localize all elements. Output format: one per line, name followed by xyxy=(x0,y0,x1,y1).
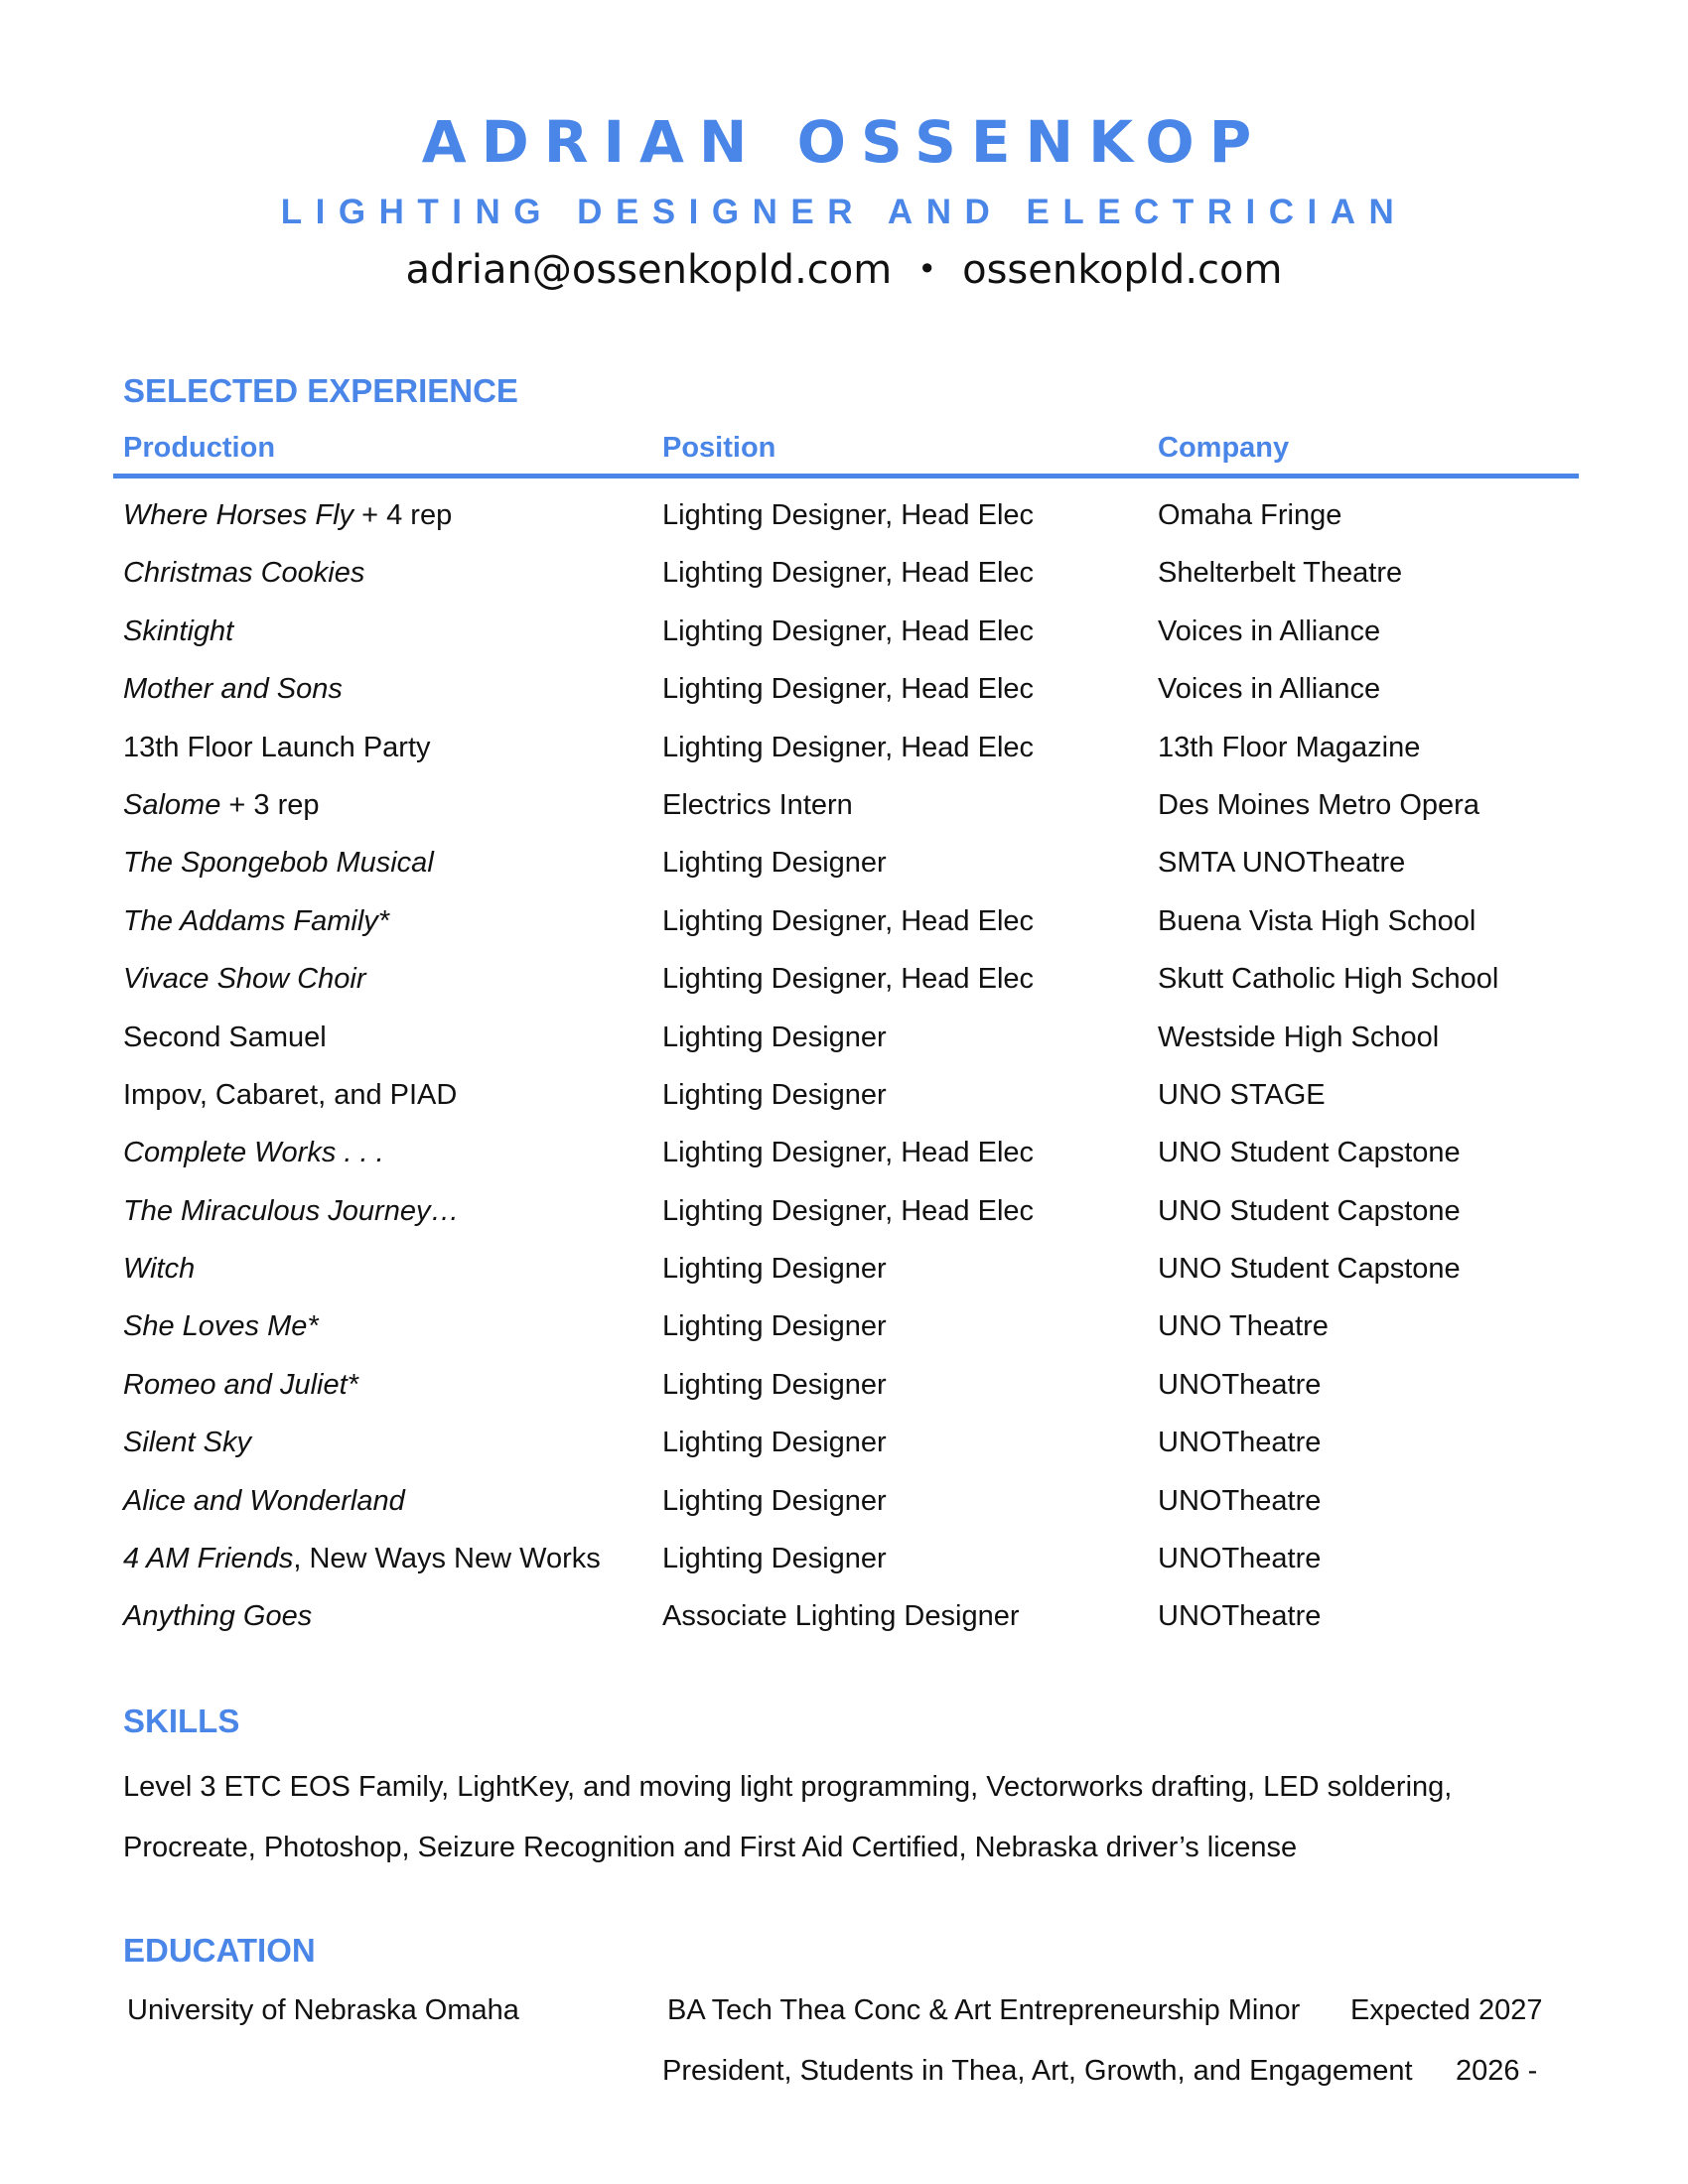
production-title: Skintight xyxy=(123,614,234,647)
company-cell: UNO Student Capstone xyxy=(1158,1194,1461,1227)
company-cell: Buena Vista High School xyxy=(1158,904,1477,937)
company-cell: UNO Theatre xyxy=(1158,1310,1329,1343)
production-title: Complete Works . . . xyxy=(123,1137,384,1169)
company-cell: UNO Student Capstone xyxy=(1158,1137,1461,1169)
production-suffix: + 4 rep xyxy=(353,499,453,531)
table-row xyxy=(0,1240,1688,1297)
company-cell: Voices in Alliance xyxy=(1158,614,1381,647)
email-link[interactable]: adrian@ossenkopld.com xyxy=(405,247,893,293)
position-cell: Lighting Designer xyxy=(662,1078,887,1111)
position-cell: Lighting Designer, Head Elec xyxy=(662,1137,1035,1169)
production-cell xyxy=(123,1066,457,1124)
production-title: Romeo and Juliet* xyxy=(123,1368,358,1401)
table-row xyxy=(0,776,1688,834)
production-title: Alice and Wonderland xyxy=(123,1484,405,1517)
position-cell: Lighting Designer xyxy=(662,1310,887,1343)
education-role: President, Students in Thea, Art, Growth, and Engagement xyxy=(662,2055,1413,2087)
contact-line xyxy=(0,244,1688,298)
production-cell xyxy=(123,1124,384,1181)
column-header-position: Position xyxy=(662,432,776,464)
production-title: Anything Goes xyxy=(123,1600,313,1633)
table-row xyxy=(0,1009,1688,1066)
production-cell xyxy=(123,1587,312,1645)
table-row xyxy=(0,1530,1688,1587)
production-suffix: Impov, Cabaret, and PIAD xyxy=(123,1078,458,1111)
table-row xyxy=(0,1414,1688,1471)
production-cell xyxy=(123,1297,319,1355)
production-cell xyxy=(123,892,389,950)
production-title: The Spongebob Musical xyxy=(123,847,434,880)
production-cell xyxy=(123,1182,459,1240)
company-cell: Westside High School xyxy=(1158,1021,1440,1053)
table-row xyxy=(0,719,1688,776)
contact-separator: • xyxy=(917,250,937,288)
production-cell xyxy=(123,603,233,660)
production-title: Christmas Cookies xyxy=(123,557,365,590)
table-row xyxy=(0,1182,1688,1240)
table-row xyxy=(0,660,1688,718)
production-suffix: , New Ways New Works xyxy=(293,1543,601,1575)
production-cell xyxy=(123,1530,601,1587)
position-cell: Lighting Designer, Head Elec xyxy=(662,673,1035,706)
company-cell: Des Moines Metro Opera xyxy=(1158,788,1479,821)
position-cell: Associate Lighting Designer xyxy=(662,1600,1020,1633)
position-cell: Lighting Designer xyxy=(662,1253,887,1286)
company-cell: UNOTheatre xyxy=(1158,1484,1322,1517)
position-cell: Lighting Designer xyxy=(662,1484,887,1517)
website-link[interactable]: ossenkopld.com xyxy=(962,247,1283,293)
production-suffix: Second Samuel xyxy=(123,1021,327,1053)
position-cell: Lighting Designer xyxy=(662,847,887,880)
table-row xyxy=(0,544,1688,602)
production-cell xyxy=(123,950,365,1008)
table-row xyxy=(0,892,1688,950)
table-row xyxy=(0,1356,1688,1414)
position-cell: Lighting Designer, Head Elec xyxy=(662,499,1035,531)
header-divider xyxy=(113,474,1579,478)
position-cell: Lighting Designer, Head Elec xyxy=(662,614,1035,647)
production-cell xyxy=(123,719,431,776)
production-title: Witch xyxy=(123,1253,196,1286)
company-cell: UNOTheatre xyxy=(1158,1368,1322,1401)
position-cell: Lighting Designer xyxy=(662,1427,887,1459)
company-cell: SMTA UNOTheatre xyxy=(1158,847,1406,880)
production-suffix: + 3 rep xyxy=(220,788,320,821)
production-cell xyxy=(123,776,319,834)
company-cell: UNOTheatre xyxy=(1158,1427,1322,1459)
position-cell: Lighting Designer, Head Elec xyxy=(662,1194,1035,1227)
company-cell: UNOTheatre xyxy=(1158,1543,1322,1575)
table-row xyxy=(0,1587,1688,1645)
position-cell: Lighting Designer, Head Elec xyxy=(662,557,1035,590)
position-cell: Lighting Designer xyxy=(662,1368,887,1401)
table-row xyxy=(0,1066,1688,1124)
production-title: Where Horses Fly xyxy=(123,499,354,531)
company-cell: Voices in Alliance xyxy=(1158,673,1381,706)
production-title: 4 AM Friends xyxy=(123,1543,294,1575)
skills-text: Level 3 ETC EOS Family, LightKey, and moving light programming, Vectorworks drafting, LED soldering, Procreate, Photoshop, Seizure Recognition and First Aid Certified, Nebraska driver’s license xyxy=(123,1771,1453,1863)
production-title: Silent Sky xyxy=(123,1427,251,1459)
production-cell xyxy=(123,1356,358,1414)
position-cell: Lighting Designer xyxy=(662,1021,887,1053)
production-title: The Miraculous Journey… xyxy=(123,1194,460,1227)
skills-section-title: SKILLS xyxy=(123,1703,240,1739)
education-role-year: 2026 - xyxy=(1456,2055,1538,2087)
production-title: The Addams Family* xyxy=(123,904,390,937)
table-row xyxy=(0,834,1688,891)
company-cell: Skutt Catholic High School xyxy=(1158,963,1499,996)
production-title: She Loves Me* xyxy=(123,1310,319,1343)
education-section-title: EDUCATION xyxy=(123,1932,316,1969)
table-row xyxy=(0,950,1688,1008)
table-row xyxy=(0,486,1688,544)
production-cell xyxy=(123,1472,405,1530)
education-expected: Expected 2027 xyxy=(1350,1994,1543,2026)
production-cell xyxy=(123,544,364,602)
position-cell: Lighting Designer, Head Elec xyxy=(662,963,1035,996)
table-row xyxy=(0,1472,1688,1530)
company-cell: UNO Student Capstone xyxy=(1158,1253,1461,1286)
production-cell xyxy=(123,486,452,544)
experience-table xyxy=(0,486,1688,1646)
position-cell: Lighting Designer, Head Elec xyxy=(662,731,1035,763)
column-header-production: Production xyxy=(123,432,276,464)
production-title: Vivace Show Choir xyxy=(123,963,366,996)
education-degree: BA Tech Thea Conc & Art Entrepreneurship Minor xyxy=(667,1994,1301,2026)
production-cell xyxy=(123,1414,251,1471)
company-cell: UNO STAGE xyxy=(1158,1078,1326,1111)
production-cell xyxy=(123,660,343,718)
resume-job-title: LIGHTING DESIGNER AND ELECTRICIAN xyxy=(280,193,1408,231)
production-title: Mother and Sons xyxy=(123,673,343,706)
production-cell xyxy=(123,1240,195,1297)
company-cell: Omaha Fringe xyxy=(1158,499,1342,531)
position-cell: Lighting Designer, Head Elec xyxy=(662,904,1035,937)
position-cell: Lighting Designer xyxy=(662,1543,887,1575)
company-cell: UNOTheatre xyxy=(1158,1600,1322,1633)
experience-section-title: SELECTED EXPERIENCE xyxy=(123,372,518,409)
production-title: Salome xyxy=(123,788,221,821)
production-cell xyxy=(123,1009,327,1066)
table-row xyxy=(0,1297,1688,1355)
resume-name: ADRIAN OSSENKOP xyxy=(421,108,1267,176)
position-cell: Electrics Intern xyxy=(662,788,853,821)
table-row xyxy=(0,1124,1688,1181)
production-cell xyxy=(123,834,434,891)
column-header-company: Company xyxy=(1158,432,1290,464)
company-cell: 13th Floor Magazine xyxy=(1158,731,1421,763)
production-suffix: 13th Floor Launch Party xyxy=(123,731,431,763)
education-school: University of Nebraska Omaha xyxy=(127,1994,519,2026)
company-cell: Shelterbelt Theatre xyxy=(1158,557,1403,590)
table-row xyxy=(0,603,1688,660)
